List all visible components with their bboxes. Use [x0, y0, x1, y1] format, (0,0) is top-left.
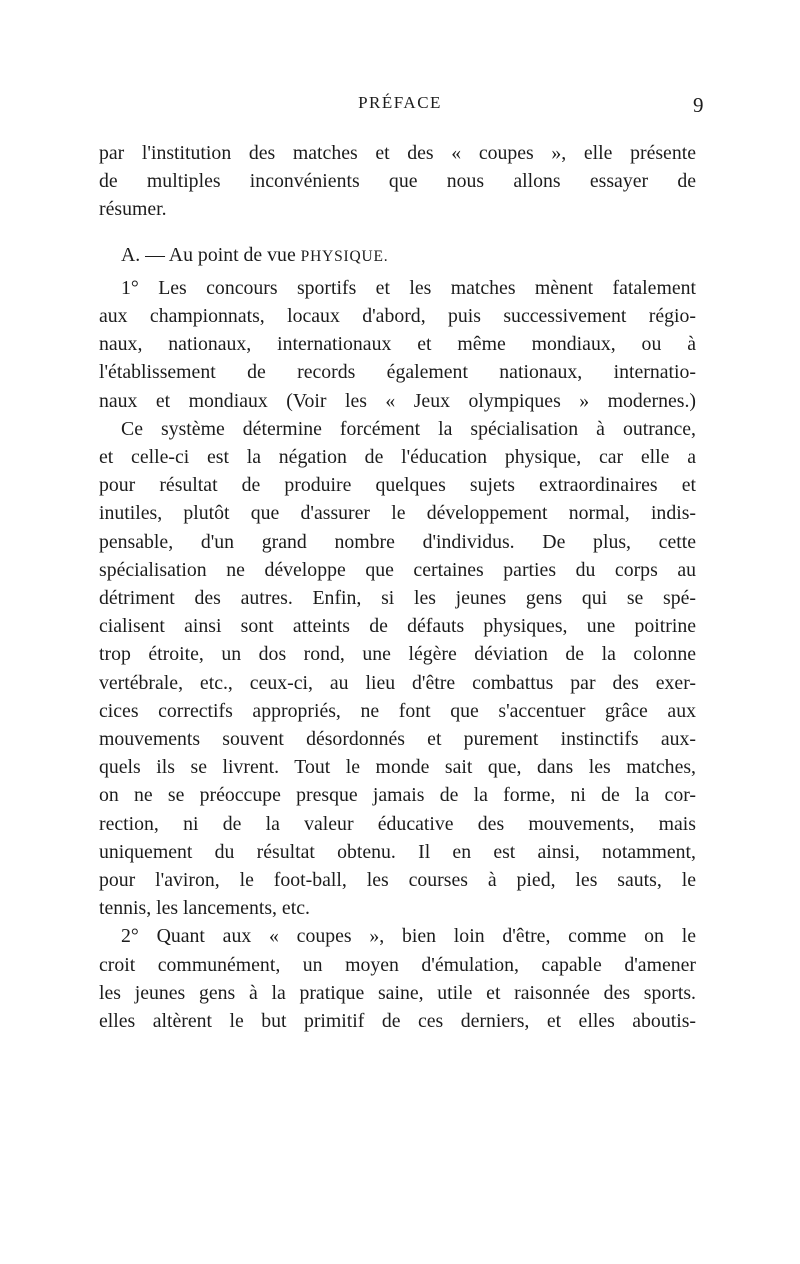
text-line: quels ils se livrent. Tout le monde sait que, dans les matches, — [99, 756, 696, 779]
text-line: pour l'aviron, le foot-ball, les courses à pied, les sauts, le — [99, 869, 696, 892]
text-line: résumer. — [99, 198, 167, 221]
text-line: pensable, d'un grand nombre d'individus. De plus, cette — [99, 530, 696, 553]
text-line: les jeunes gens à la pratique saine, utile et raisonnée des sports. — [99, 981, 696, 1004]
text-line: vertébrale, etc., ceux-ci, au lieu d'être combattus par des exer- — [99, 671, 696, 694]
text-line: aux championnats, locaux d'abord, puis successivement régio- — [99, 305, 696, 328]
page-header — [0, 93, 800, 123]
running-head: PRÉFACE — [358, 93, 442, 112]
text-line: et celle-ci est la négation de l'éducation physique, car elle a — [99, 446, 696, 469]
text-line: rection, ni de la valeur éducative des mouvements, mais — [99, 812, 696, 835]
text-line: trop étroite, un dos rond, une légère déviation de la colonne — [99, 643, 696, 666]
text-line: uniquement du résultat obtenu. Il en est ainsi, notamment, — [99, 840, 696, 863]
text-line: croit communément, un moyen d'émulation, capable d'amener — [99, 953, 696, 976]
text-line: par l'institution des matches et des « coupes », elle présente — [99, 142, 696, 164]
text-line: spécialisation ne développe que certaines parties du corps au — [99, 558, 696, 581]
text-line: inutiles, plutôt que d'assurer le développement normal, indis- — [99, 502, 696, 525]
section-heading-smallcaps: PHYSIQUE. — [300, 247, 389, 265]
text-line: naux et mondiaux (Voir les « Jeux olympiques » modernes.) — [99, 389, 696, 412]
section-heading-prefix: A. — Au point de vue — [121, 243, 301, 266]
text-line: détriment des autres. Enfin, si les jeunes gens qui se spé- — [99, 587, 696, 610]
text-line: Ce système détermine forcément la spécialisation à outrance, — [121, 417, 696, 440]
text-line: tennis, les lancements, etc. — [99, 897, 310, 920]
text-line: 2° Quant aux « coupes », bien loin d'être, comme on le — [121, 925, 696, 948]
text-line: 1° Les concours sportifs et les matches mènent fatalement — [121, 276, 696, 299]
text-line: de multiples inconvénients que nous allons essayer de — [99, 170, 696, 193]
text-line: cices correctifs appropriés, ne font que s'accentuer grâce aux — [99, 699, 696, 722]
text-line: mouvements souvent désordonnés et purement instinctifs aux- — [99, 728, 696, 751]
text-line: cialisent ainsi sont atteints de défauts physiques, une poitrine — [99, 615, 696, 638]
text-line: elles altèrent le but primitif de ces derniers, et elles aboutis- — [99, 1010, 696, 1033]
text-line: l'établissement de records également nationaux, internatio- — [99, 361, 696, 384]
body-text — [99, 139, 696, 1035]
text-line: on ne se préoccupe presque jamais de la forme, ni de la cor- — [99, 784, 696, 807]
text-line: pour résultat de produire quelques sujets extraordinaires et — [99, 474, 696, 497]
page-number: 9 — [693, 93, 704, 117]
section-heading — [99, 241, 696, 271]
text-line: naux, nationaux, internationaux et même mondiaux, ou à — [99, 333, 696, 356]
